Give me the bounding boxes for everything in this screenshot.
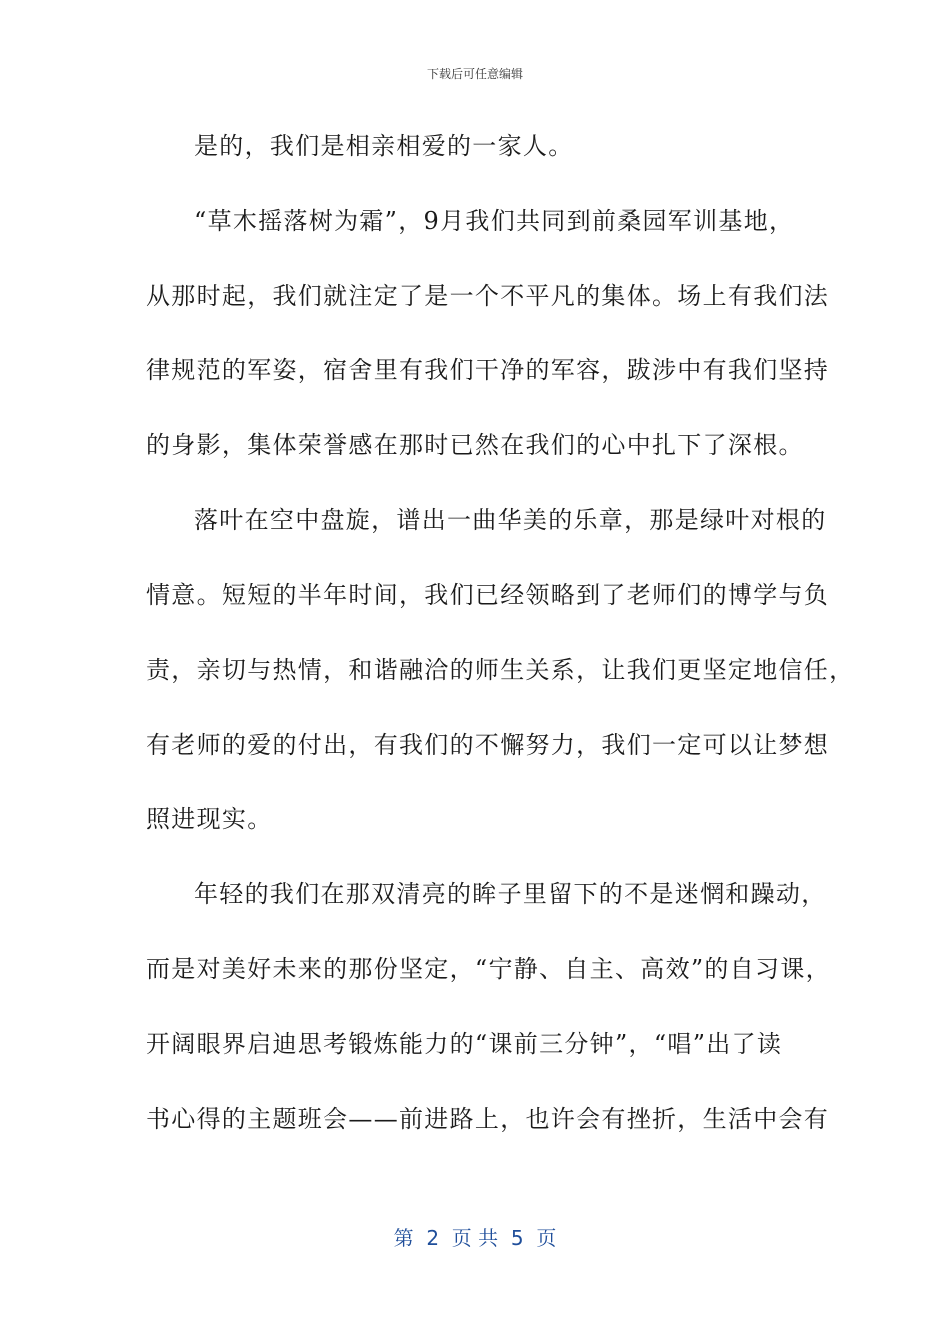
paragraph-line: 情意。短短的半年时间，我们已经领略到了老师们的博学与负 (146, 581, 830, 609)
page-number-footer (0, 1226, 950, 1250)
page-number-text: 第 2 页 共 5 页 (393, 1226, 557, 1250)
paragraph-line: 年轻的我们在那双清亮的眸子里留下的不是迷惘和躁动， (194, 880, 827, 908)
paragraph-line: “草木摇落树为霜”，9月我们共同到前桑园军训基地， (194, 207, 795, 235)
paragraph-line: 开阔眼界启迪思考锻炼能力的“课前三分钟”，“唱”出了读 (146, 1030, 783, 1058)
paragraph-line: 而是对美好未来的那份坚定，“宁静、自主、高效”的自习课， (146, 955, 831, 983)
page-header: 下载后可任意编辑 (426, 67, 523, 81)
paragraph-line: 责，亲切与热情，和谐融洽的师生关系，让我们更坚定地信任， (146, 656, 855, 684)
paragraph-line: 是的，我们是相亲相爱的一家人。 (194, 132, 574, 160)
paragraph-line: 律规范的军姿，宿舍里有我们干净的军容，跋涉中有我们坚持 (146, 356, 830, 384)
paragraph-line: 从那时起，我们就注定了是一个不平凡的集体。场上有我们法 (146, 282, 830, 310)
paragraph-line: 照进现实。 (146, 805, 273, 833)
paragraph-line: 的身影，集体荣誉感在那时已然在我们的心中扎下了深根。 (146, 431, 804, 459)
paragraph-line: 有老师的爱的付出，有我们的不懈努力，我们一定可以让梦想 (146, 731, 830, 759)
paragraph-line: 书心得的主题班会——前进路上，也许会有挫折，生活中会有 (146, 1105, 830, 1133)
paragraph-line: 落叶在空中盘旋，谱出一曲华美的乐章，那是绿叶对根的 (194, 506, 827, 534)
